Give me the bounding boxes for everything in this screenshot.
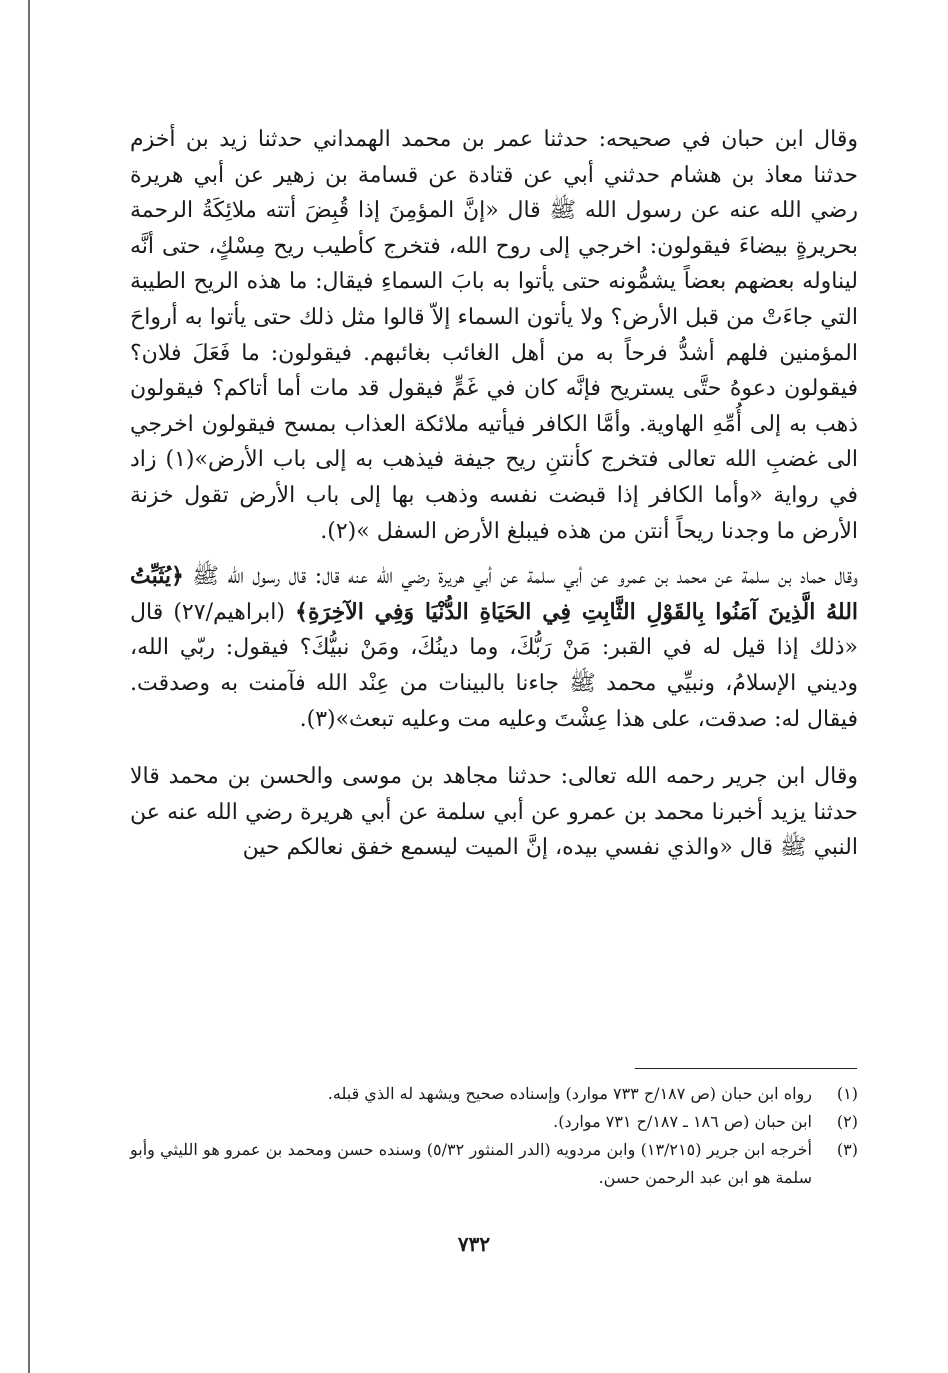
footnote-text: رواه ابن حبان (ص ١٨٧/ح ٧٣٣ موارد) وإسناده صحيح ويشهد له الذي قبله. (327, 1084, 812, 1103)
footnote-item (130, 1080, 858, 1108)
quran-verse: ﴿يُثَبِّتُ اللهُ الَّذِينَ آمَنُوا بِالقَوْلِ الثَّابِتِ فِي الحَيَاةِ الدُّنْيَا وَفِي الآخِرَةِ﴾ (130, 563, 859, 625)
footnote-number: (١) (836, 1084, 858, 1103)
paragraph-text: (ابراهيم/٢٧) قال «ذلك إذا قيل له في القبر: مَنْ رَبُّكَ، وما دينُكَ، ومَنْ نبيُّكَ؟ فيقول: ربّي الله، وديني الإسلامُ، ونبيِّي محمد ﷺ جاءنا بالبينات من عِنْد الله فآمنت به وصدقت. فيقال له: صدقت، على هذا عِشْتَ وعليه مت وعليه تبعث»(٣). (130, 599, 858, 732)
scan-edge-line (28, 0, 30, 1373)
paragraph-hammad (130, 559, 858, 737)
paragraph-ibn-hibban (130, 122, 858, 549)
footnote-separator (635, 1068, 857, 1069)
paragraph-ibn-jarir (130, 759, 858, 866)
footnote-text: أخرجه ابن جرير (١٣/٢١٥) وابن مردويه (الدر المنثور ٥/٣٢) وسنده حسن ومحمد بن عمرو هو الليثي وأبو سلمة هو ابن عبد الرحمن حسن. (130, 1140, 812, 1187)
page-body (130, 122, 858, 866)
footnote-item (130, 1136, 858, 1192)
footnotes (130, 1080, 858, 1192)
footnote-number: (٢) (836, 1112, 858, 1131)
paragraph-text: وقال حماد بن سلمة عن محمد بن عمرو عن أبي سلمة عن أبي هريرة رضي الله عنه قال: قال رسول الله ﷺ (183, 564, 858, 590)
footnote-number: (٣) (836, 1140, 858, 1159)
footnote-item (130, 1108, 858, 1136)
footnote-text: ابن حبان (ص ١٨٦ ـ ١٨٧/ح ٧٣١ موارد). (553, 1112, 812, 1131)
page-number: ٧٣٢ (457, 1232, 491, 1256)
paragraph-text: وقال ابن حبان في صحيحه: حدثنا عمر بن محمد الهمداني حدثنا زيد بن أخزم حدثنا معاذ بن هشام حدثني أبي عن قتادة عن قسامة بن زهير عن أبي هريرة رضي الله عنه عن رسول الله ﷺ قال «إنَّ المؤمِنَ إذا قُبِضَ أتته ملائِكَةُ الرحمة بحريرةٍ بيضاءَ فيقولون: اخرجي إلى روح الله، فتخرج كأطيب ريح مِسْكٍ، حتى أنَّه ليناوله بعضهم بعضاً يشمُّونه حتى يأتوا به بابَ السماءِ فيقال: ما هذه الريح الطيبة التي جاءَتْ من قبل الأرض؟ ولا يأتون السماء إلاّ قالوا مثل ذلك حتى يأتوا به أرواحَ المؤمنين فلهم أشدُّ فرحاً به من أهل الغائب بغائبهم. فيقولون: ما فَعَلَ فلان؟ فيقولون دعوهُ حتَّى يستريح فإنَّه كان في غَمٍّ فيقول قد مات أما أتاكم؟ فيقولون ذهب به إلى أُمِّهِ الهاوية. وأمَّا الكافر فيأتيه ملائكة العذاب بمسح فيقولون اخرجي الى غضبِ الله تعالى فتخرج كأنتنِ ريح جيفة فيذهب به إلى باب الأرض»(١) زاد في رواية «وأما الكافر إذا قبضت نفسه وذهب بها إلى باب الأرض تقول خزنة الأرض ما وجدنا ريحاً أنتن من هذه فيبلغ الأرض السفل »(٢). (130, 127, 859, 544)
paragraph-text: وقال ابن جرير رحمه الله تعالى: حدثنا مجاهد بن موسى والحسن بن محمد قالا حدثنا يزيد أخبرنا محمد بن عمرو عن أبي سلمة عن أبي هريرة رضي الله عنه عن النبي ﷺ قال «والذي نفسي بيده، إنَّ الميت ليسمع خفق نعالكم حين (130, 764, 859, 861)
